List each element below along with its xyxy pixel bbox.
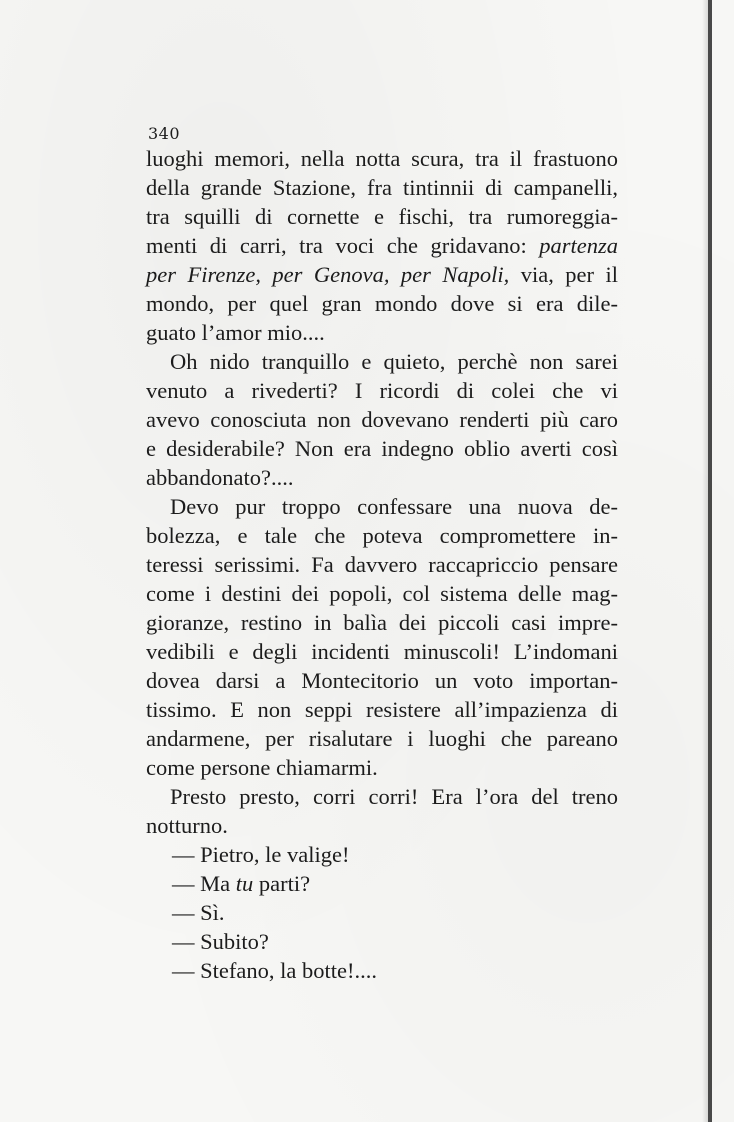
text-line: venuto a rivederti? I ricordi di colei che vi — [146, 378, 618, 403]
text-line: dovea darsi a Montecitorio un voto importan- — [146, 668, 618, 693]
text-line: e desiderabile? Non era indegno oblio averti così — [146, 436, 618, 461]
text-run: via, per il — [509, 262, 618, 287]
dialogue-line: — Subito? — [172, 929, 269, 954]
text-line: Presto presto, corri corri! Era l’ora del treno — [170, 784, 618, 809]
text-line: tissimo. E non seppi resistere all’impazienza di — [146, 697, 618, 722]
text-line — [146, 231, 618, 260]
italic-text: partenza — [539, 233, 618, 258]
text-line: abbandonato?.... — [146, 465, 294, 490]
text-line: avevo conosciuta non dovevano renderti più caro — [146, 407, 618, 432]
text-line: bolezza, e tale che poteva compromettere in- — [146, 523, 618, 548]
text-line: gioranze, restino in balìa dei piccoli casi impre- — [146, 610, 618, 635]
text-run: parti? — [253, 871, 311, 896]
dialogue-line: — Stefano, la botte!.... — [172, 958, 377, 983]
text-line: come persone chiamarmi. — [146, 755, 378, 780]
text-line: luoghi memori, nella notta scura, tra il frastuono — [146, 146, 618, 171]
dialogue-line: — Sì. — [172, 900, 225, 925]
page-number: 340 — [148, 124, 181, 143]
text-line: mondo, per quel gran mondo dove si era dile- — [146, 291, 618, 316]
text-line: notturno. — [146, 813, 228, 838]
text-line: come i destini dei popoli, col sistema delle mag- — [146, 581, 618, 606]
text-line: andarmene, per risalutare i luoghi che pareano — [146, 726, 618, 751]
dialogue-line: — Pietro, le valige! — [172, 842, 350, 867]
text-run: menti di carri, tra voci che gridavano: — [146, 233, 540, 258]
text-line: Oh nido tranquillo e quieto, perchè non sarei — [170, 349, 618, 374]
body-text — [146, 144, 618, 985]
text-line: teressi serissimi. Fa davvero raccapriccio pensare — [146, 552, 618, 577]
text-line: vedibili e degli incidenti minuscoli! L’indomani — [146, 639, 618, 664]
italic-text: per Firenze, per Genova, per Napoli, — [146, 262, 510, 287]
text-line: guato l’amor mio.... — [146, 320, 325, 345]
text-run: — Ma — [172, 871, 236, 896]
book-spine-edge — [708, 0, 712, 1122]
text-line: tra squilli di cornette e fischi, tra rumoreggia- — [146, 204, 618, 229]
dialogue-line — [146, 869, 618, 898]
text-line: Devo pur troppo confessare una nuova de- — [170, 494, 618, 519]
italic-text: tu — [235, 871, 254, 896]
text-line — [146, 260, 618, 289]
text-line: della grande Stazione, fra tintinnii di campanelli, — [146, 175, 618, 200]
